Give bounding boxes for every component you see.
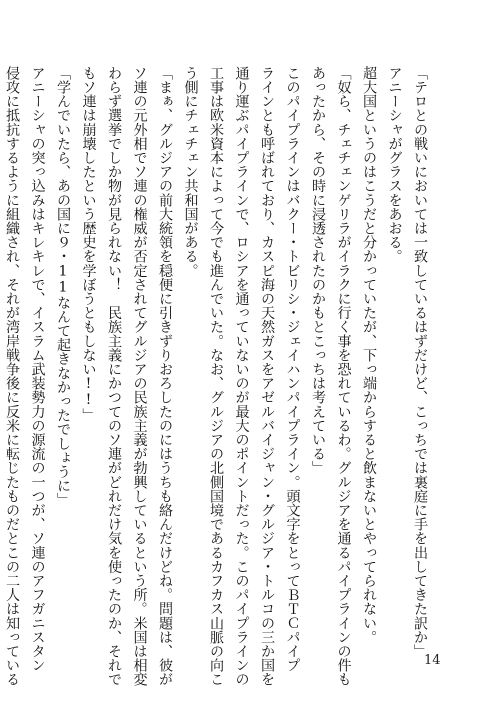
- page-number: 14: [424, 653, 441, 668]
- text-line-15: 「学んでいたら、あの国に９・11なんて起きなかったでしょうに」: [55, 66, 71, 507]
- text-line-10: う側にチェチェン共和国がある。: [182, 66, 199, 278]
- text-line-3: 超大国というのはこうだと分かっていたが、下っ端からすると飲まないとやってられない。: [361, 66, 377, 645]
- text-line-9: 工事は欧米資本によって今でも進んでいた。なお、グルジアの北側国境であるカフカス山脈の向こ: [208, 66, 224, 687]
- text-line-17: 侵攻に抵抗するように組織され、それが湾岸戦争後に反米に転じたものだとこの二人は知っている: [4, 66, 20, 687]
- text-line-13: わらず選挙でしか物が見られない！ 民族主義にかつてのソ連がどれだけ気を使ったのか、それで: [106, 66, 122, 687]
- text-line-1: 「テロとの戦いにおいては一致しているはずだけど、こっちでは裏庭に手を出してきた訳か」: [412, 66, 428, 659]
- text-line-5: あったから、その時に浸透されたのかもとこっちは考えている」: [310, 66, 326, 475]
- text-line-11: 「まぁ、グルジアの前大統領を穏便に引きずりおろしたのにはうちも絡んだけどね。問題は、彼が: [157, 66, 173, 687]
- text-line-6: このパイプラインはバクー・トビリシ・ジェイハンパイプライン。頭文字をとってＢＴＣパイプ: [284, 66, 301, 673]
- text-line-12: ソ連の元外相でソ連の権威が否定されてグルジアの民族主義が勃興しているという所。米国は相変: [131, 66, 148, 687]
- vertical-text-block: [4, 66, 432, 687]
- text-line-7: ラインとも呼ばれており、カスピ海の天然ガスをアゼルバイジャン・グルジア・トルコの三か国を: [259, 66, 275, 687]
- text-line-8: 通り運ぶパイプラインで、ロシアを通っていないのが最大のポイントだった。このパイプラインの: [233, 66, 250, 687]
- text-line-4: 「奴ら、チェチェンゲリラがイラクに行く事を恐れているわ。グルジアを通るパイプラインの件も: [335, 66, 352, 687]
- text-line-16: アニーシャの突っ込みはキレキレで、イスラム武装勢力の源流の一つが、ソ連のアフガニスタン: [29, 66, 46, 673]
- text-line-14: もソ連は崩壊したという歴史を学ぼうともしない!!」: [80, 66, 97, 423]
- text-line-2: アニーシャがグラスをあおる。: [386, 66, 403, 264]
